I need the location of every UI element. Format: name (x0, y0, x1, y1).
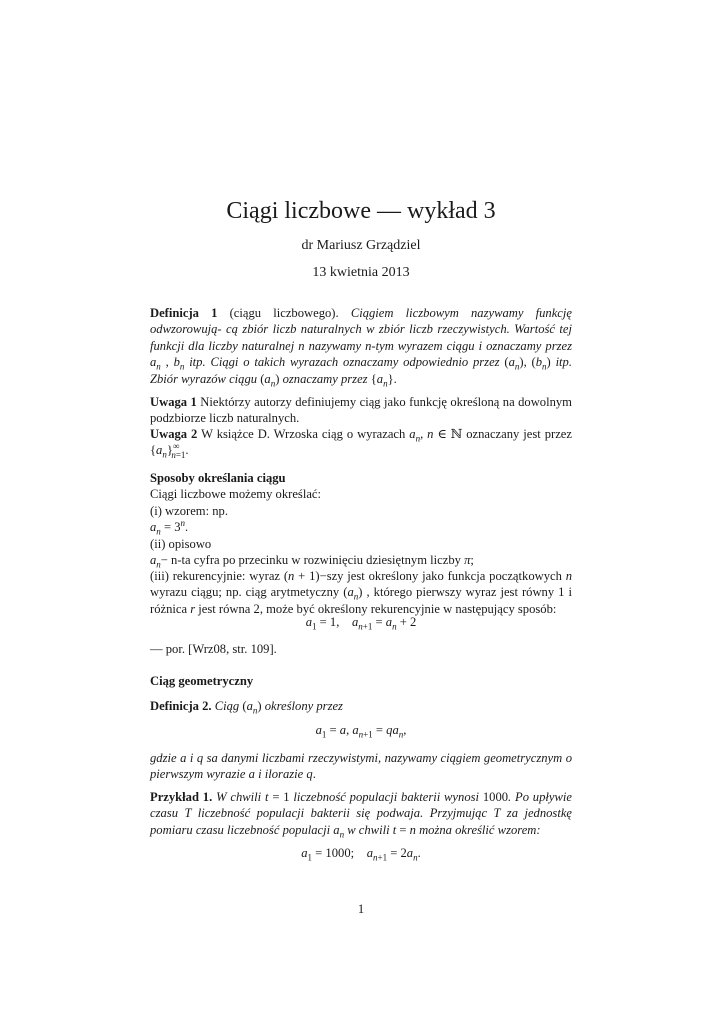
document-page (150, 0, 572, 1024)
definition-2-body: gdzie a i q sa danymi liczbami rzeczywistymi, nazywamy ciągiem geometrycznym o pierwszym wyrazie a i ilorazie q. (150, 751, 573, 782)
date: 13 kwietnia 2013 (312, 265, 410, 280)
page-title: Ciągi liczbowe — wykład 3 (226, 198, 496, 224)
page-number: 1 (357, 902, 365, 916)
definition-1-name: (ciągu liczbowego). (229, 306, 339, 320)
geometric-formula: $a_1 = a$, $a_{n+1} = qa_n$, (315, 723, 407, 740)
author: dr Mariusz Grządziel (301, 238, 421, 253)
definition-2: Definicja 2. Ciąg $(a_n)$ określony przez (150, 699, 343, 716)
example-1-label: Przykład 1. (150, 790, 213, 804)
reference: — por. [Wrz08, str. 109]. (150, 642, 277, 656)
remark-1-label: Uwaga 1 (150, 395, 197, 409)
methods-section: Sposoby określania ciągu Ciągi liczbowe możemy określać: (i) wzorem: np. $a_n = 3^n$. (ii) opisowo $a_n- n-ta$ cyfra po przecinku w rozwinięciu dziesiętnym liczby π; (150, 471, 474, 570)
definition-1: Definicja 1 (ciągu liczbowego). Ciągiem liczbowym nazywamy funkcję odwzorowują- cą zbiór liczb naturalnych w zbiór liczb rzeczywistych. Wartość tej funkcji dla liczby naturalnej n nazywamy n-tym wyrazem ciągu i oznaczamy przez $a_n$ , $b_n$ itp. Ciągi o takich wyrazach oznaczamy odpowiednio przez $(a_n)$, $(b_n)$ itp. Zbiór wyrazów ciągu $(a_n)$ oznaczamy przez $\{a_n\}$. (150, 306, 573, 389)
remark-2: Uwaga 2 W książce D. Wrzoska ciąg o wyrazach $a_n$, n ∈ ℕ oznaczany jest przez $\{a_n\}^\infty_{n=1}$. (150, 427, 572, 460)
definition-2-label: Definicja 2. (150, 699, 212, 713)
example-1: Przykład 1. W chwili t = 1 liczebność populacji bakterii wynosi 1000. Po upływie czasu T liczebność populacji bakterii się podwaja. Przyjmując T za jednostkę pomiaru czasu liczebność populacji $a_n$ w chwili t = n można określić wzorem: (150, 790, 573, 840)
population-formula: $a_1 = 1000$; $a_{n+1} = 2a_n$. (301, 846, 421, 863)
recursive-formula: $a_1 = 1$, $a_{n+1} = a_n + 2$ (305, 615, 417, 632)
remark-2-label: Uwaga 2 (150, 427, 198, 441)
methods-heading: Sposoby określania ciągu (150, 471, 286, 485)
geometric-heading: Ciąg geometryczny (150, 674, 254, 688)
methods-recursive: (iii) rekurencyjnie: wyraz (n + 1)−szy jest określony jako funkcja początkowych n wyrazu ciągu; np. ciąg arytmetyczny $(a_n)$ , którego pierwszy wyraz jest równy 1 i różnica r jest równa 2, może być określony rekurencyjnie w następujący sposób: (150, 569, 573, 616)
remark-1: Uwaga 1 Niektórzy autorzy definiujemy ciąg jako funkcję określoną na dowolnym podzbiorze liczb naturalnych. (150, 395, 572, 426)
definition-1-label: Definicja 1 (150, 306, 218, 320)
